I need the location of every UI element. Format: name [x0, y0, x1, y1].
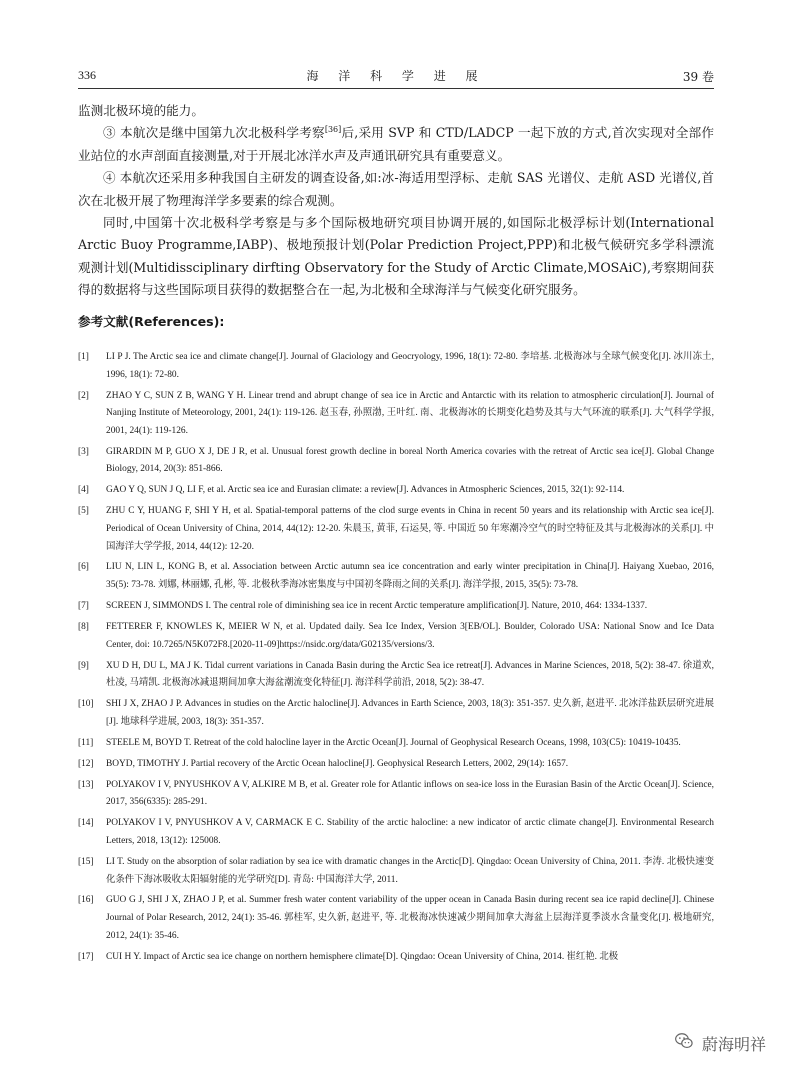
- reference-item: [78, 503, 714, 556]
- references-heading: 参考文献(References):: [78, 314, 225, 329]
- citation-36: [36]: [324, 125, 342, 135]
- reference-item: [78, 619, 714, 654]
- reference-item: [78, 349, 714, 384]
- reference-number: [16]: [78, 895, 94, 906]
- reference-text: LI T. Study on the absorption of solar radiation by sea ice with dramatic changes in the Arctic[D]. Qingdao: Ocean University of China, 2011. 李涛. 北极快速变化条件下海冰吸收太阳辐射能的光学研究[D]. 青岛: 中国海洋大学, 2011.: [106, 856, 714, 885]
- reference-item: [78, 777, 714, 812]
- reference-text: STEELE M, BOYD T. Retreat of the cold halocline layer in the Arctic Ocean[J]. Journal of Geophysical Research Oceans, 1998, 103(C5): 10419-10435.: [106, 737, 681, 748]
- watermark-text: 蔚海明祥: [701, 1034, 766, 1054]
- reference-item: [78, 598, 714, 616]
- reference-number: [15]: [78, 856, 94, 867]
- paragraph-1-a: ③ 本航次是继中国第九次北极科学考察: [103, 125, 325, 141]
- wechat-icon: [674, 1031, 694, 1055]
- reference-text: LIU N, LIN L, KONG B, et al. Association between Arctic autumn sea ice concentration and early winter precipitation in China[J]. Haiyang Xuebao, 2016, 35(5): 73-78. 刘娜, 林丽娜, 孔彬, 等. 北极秋季海冰密集度与中国初冬降雨之间的关系[J]. 海洋学报, 2015, 35(5): 73-78.: [106, 562, 714, 591]
- reference-number: [1]: [78, 352, 89, 362]
- reference-number: [11]: [78, 737, 94, 748]
- volume-label: 39 卷: [682, 70, 714, 84]
- reference-item: [78, 854, 714, 889]
- reference-text: BOYD, TIMOTHY J. Partial recovery of the Arctic Ocean halocline[J]. Geophysical Research Letters, 2002, 29(14): 1657.: [106, 758, 569, 769]
- reference-text: POLYAKOV I V, PNYUSHKOV A V, ALKIRE M B, et al. Greater role for Atlantic inflows on sea-ice loss in the Eurasian Basin of the Arctic Ocean[J]. Science, 2017, 356(6335): 285-291.: [106, 779, 714, 808]
- reference-text: CUI H Y. Impact of Arctic sea ice change on northern hemisphere climate[D]. Qingdao: Ocean University of China, 2014. 崔红艳. 北极: [106, 951, 619, 962]
- reference-item: [78, 756, 714, 774]
- paragraph-1: [78, 122, 714, 167]
- reference-text: GAO Y Q, SUN J Q, LI F, et al. Arctic sea ice and Eurasian climate: a review[J]. Advances in Atmospheric Sciences, 2015, 32(1): 92-114.: [106, 485, 625, 496]
- paragraph-0: 监测北极环境的能力。: [78, 103, 204, 118]
- reference-text: SCREEN J, SIMMONDS I. The central role of diminishing sea ice in recent Arctic temperature amplification[J]. Nature, 2010, 464: 1334-1337.: [106, 601, 648, 612]
- reference-number: [4]: [78, 485, 89, 496]
- journal-title: 海 洋 科 学 进 展: [306, 69, 486, 83]
- reference-item: [78, 949, 714, 967]
- page-number: 336: [78, 68, 96, 82]
- reference-item: [78, 892, 714, 945]
- reference-list: [78, 349, 714, 970]
- reference-text: GUO G J, SHI J X, ZHAO J P, et al. Summer fresh water content variability of the upper ocean in Canada Basin during recent sea ice rapid decline[J]. Chinese Journal of Polar Research, 2012, 24(1): 35-46. 郭桂军, 史久新, 赵进平, 等. 北极海冰快速减少期间加拿大海盆上层海洋夏季淡水含量变化[J]. 极地研究, 2012, 24(1): 35-46.: [106, 895, 714, 941]
- body-text: [78, 100, 714, 302]
- reference-item: [78, 559, 714, 594]
- reference-number: [14]: [78, 818, 94, 829]
- reference-number: [5]: [78, 506, 89, 517]
- reference-item: [78, 658, 714, 693]
- reference-text: XU D H, DU L, MA J K. Tidal current variations in Canada Basin during the Arctic Sea ice retreat[J]. Advances in Marine Sciences, 2018, 5(2): 38-47. 徐道欢, 杜凌, 马靖凯. 北极海冰减退期间加拿大海盆潮流变化特征[J]. 海洋科学前沿, 2018, 5(2): 38-47.: [106, 660, 714, 689]
- reference-number: [13]: [78, 779, 94, 790]
- reference-item: [78, 388, 714, 441]
- reference-text: GIRARDIN M P, GUO X J, DE J R, et al. Unusual forest growth decline in boreal North America covaries with the retreat of Arctic sea ice[J]. Global Change Biology, 2014, 20(3): 851-866.: [106, 446, 714, 475]
- reference-text: ZHU C Y, HUANG F, SHI Y H, et al. Spatial-temporal patterns of the clod surge events in China in recent 50 years and its relationship with Arctic sea ice[J]. Periodical of Ocean University of China, 2014, 44(12): 12-20. 朱晨玉, 黄菲, 石运昊, 等. 中国近 50 年寒潮冷空气的时空特征及其与北极海冰的关系[J]. 中国海洋大学学报, 2014, 44(12): 12-20.: [106, 506, 714, 552]
- reference-text: POLYAKOV I V, PNYUSHKOV A V, CARMACK E C. Stability of the arctic halocline: a new indicator of arctic climate change[J]. Environmental Research Letters, 2018, 13(12): 125008.: [106, 818, 714, 846]
- running-header: [78, 64, 714, 89]
- wechat-watermark: [674, 1031, 766, 1055]
- reference-number: [12]: [78, 758, 94, 769]
- reference-text: FETTERER F, KNOWLES K, MEIER W N, et al. Updated daily. Sea Ice Index, Version 3[EB/OL]. Boulder, Colorado USA: National Snow and Ice Data Center, doi: 10.7265/N5K072F8.[2020-11-09]https://nsidc.org/data/G02135/versions/3.: [106, 622, 714, 650]
- reference-item: [78, 444, 714, 479]
- reference-number: [3]: [78, 446, 89, 457]
- reference-number: [7]: [78, 601, 89, 612]
- reference-item: [78, 815, 714, 850]
- reference-text: SHI J X, ZHAO J P. Advances in studies on the Arctic halocline[J]. Advances in Earth Science, 2003, 18(3): 351-357. 史久新, 赵进平. 北冰洋盐跃层研究进展[J]. 地球科学进展, 2003, 18(3): 351-357.: [106, 699, 714, 727]
- reference-number: [6]: [78, 562, 89, 573]
- reference-item: [78, 482, 714, 500]
- paragraph-2: ④ 本航次还采用多种我国自主研发的调查设备,如:冰-海适用型浮标、走航 SAS 光谱仪、走航 ASD 光谱仪,首次在北极开展了物理海洋学多要素的综合观测。: [78, 170, 714, 208]
- reference-number: [8]: [78, 622, 89, 633]
- reference-item: [78, 696, 714, 731]
- reference-number: [2]: [78, 390, 89, 401]
- reference-number: [9]: [78, 660, 89, 671]
- reference-number: [10]: [78, 699, 94, 710]
- reference-number: [17]: [78, 951, 94, 962]
- reference-item: [78, 735, 714, 753]
- reference-text: ZHAO Y C, SUN Z B, WANG Y H. Linear trend and abrupt change of sea ice in Arctic and Antarctic with its relation to atmospheric circulation[J]. Journal of Nanjing Institute of Meteorology, 2001, 24(1): 119-126. 赵玉春, 孙照渤, 王叶红. 南、北极海冰的长期变化趋势及其与大气环流的联系[J]. 大气科学学报, 2001, 24(1): 119-126.: [106, 390, 714, 436]
- paragraph-3: 同时,中国第十次北极科学考察是与多个国际极地研究项目协调开展的,如国际北极浮标计划(International Arctic Buoy Programme,IABP)、极地预报计划(Polar Prediction Project,PPP)和北极气候研究多学科漂流观测计划(Multidissciplinary dirfting Observatory for the Study of Arctic Climate,MOSAiC),考察期间获得的数据将与这些国际项目获得的数据整合在一起,为北极和全球海洋与气候变化研究服务。: [78, 215, 714, 298]
- paragraph-1-b: 后,采用 SVP 和 CTD/LADCP 一起下放的方式,首次实现对全部作业站位的水声剖面直接测量,对于开展北冰洋水声及声通讯研究具有重要意义。: [78, 125, 714, 163]
- reference-text: LI P J. The Arctic sea ice and climate change[J]. Journal of Glaciology and Geocryology, 1996, 18(1): 72-80. 李培基. 北极海冰与全球气候变化[J]. 冰川冻土, 1996, 18(1): 72-80.: [106, 352, 714, 380]
